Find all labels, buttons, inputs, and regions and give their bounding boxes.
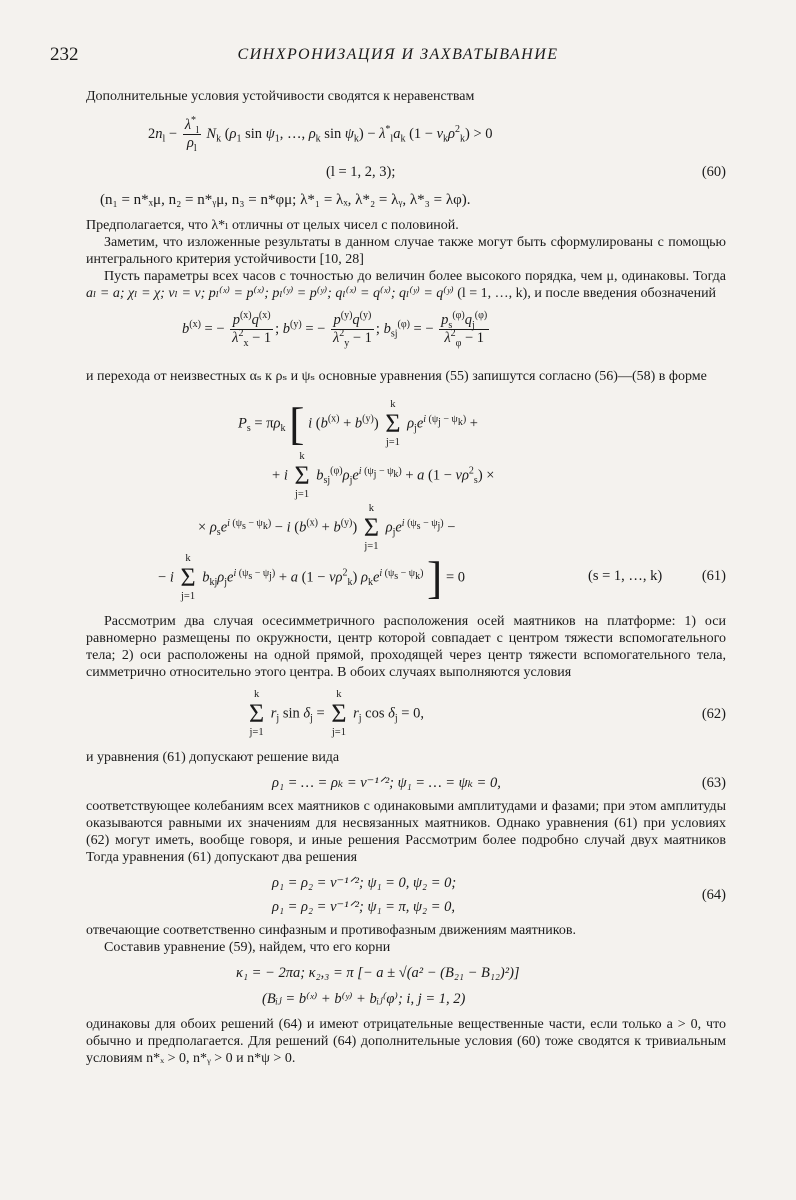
- equation-64-line-1: ρ₁ = ρ₂ = ν⁻¹ᐟ²; ψ₁ = 0, ψ₂ = 0;: [272, 875, 457, 891]
- equation-60-definitions: (n₁ = n*ₓμ, n₂ = n*ᵧμ, n₃ = n*φμ; λ*₁ = λₓ, λ*₂ = λᵧ, λ*₃ = λφ).: [100, 192, 471, 208]
- paragraph-equal-amplitudes: соответствующее колебаниям всех маятников с одинаковыми амплитудами и фазами; при этом амплитуды оказываются равными их значениям для несвязанных маятников. Однако уравнения (61) при условиях (62) могут иметь, вообще говоря, и иные решения Рассмотрим более подробно случай двух маятников Тогда уравнения (61) допускают два решения: [86, 799, 726, 865]
- equation-62-body: k Σ j=1 $r_j$ $\sin \delta_j$ = k Σ j=1 $r_j$ $\cos \delta_j = 0$,: [249, 689, 424, 738]
- equation-64-line-2: ρ₁ = ρ₂ = ν⁻¹ᐟ²; ψ₁ = π, ψ₂ = 0,: [272, 899, 455, 915]
- equation-64-number: (64): [701, 887, 726, 903]
- paragraph-lambda-assumption: Предполагается, что λ*ₗ отличны от целых чисел с половиной.: [86, 218, 459, 233]
- equation-62: [86, 687, 726, 743]
- equation-61-number: (61): [701, 568, 726, 584]
- paragraph-roots: Составив уравнение (59), найдем, что его корни: [104, 940, 391, 955]
- equation-60-number: (60): [701, 164, 726, 180]
- equation-63-number: (63): [701, 775, 726, 791]
- equation-61-range: (s = 1, …, k): [588, 568, 663, 584]
- equation-64: [86, 870, 726, 922]
- equation-60-inequality: $2n_l$ − $\frac{\lambda^*_l}{\rho_l}$ $N_k$ ($\rho_1$ $\sin \psi_1$, …, $\rho_k$ $\sin \psi_k) - \lambda^*_la_k$ $(1 - \nu_k\rho^2_k) > 0$: [148, 115, 493, 154]
- equation-61-line-4: − i k Σ j=1 $b_{kj}\rho_je^{i (\psi_s - \psi_j)} + a$ $(1 - \nu\rho^2_k)$ $\rho_ke^{i (\psi_s - \psi_k)}$ ] = 0: [158, 552, 466, 603]
- paragraph-identical-clocks: [86, 268, 726, 302]
- paragraph-pendulum-axes: Рассмотрим два случая осесимметричного расположения осей маятников на платформе: 1) оси равномерно размещены по окружности, центр которой совпадает с центром тяжести вспомогательного тела; 2) оси расположены на одной прямой, проходящей через центр тяжести вспомогательного тела, симметрично относительно этого центра. В обоих случаях выполняются условия: [86, 614, 726, 680]
- paragraph-identical-clocks-text: Пусть параметры всех часов с точностью до величин более высокого порядка, чем μ, одинаковы. Тогда: [104, 269, 726, 284]
- paragraph-identical-clocks-params: aₗ = a; χₗ = χ; νₗ = ν; pₗ⁽ˣ⁾ = p⁽ˣ⁾; pₗ⁽ʸ⁾ = p⁽ʸ⁾; qₗ⁽ˣ⁾ = q⁽ˣ⁾; qₗ⁽ʸ⁾ = q⁽ʸ⁾: [86, 286, 454, 301]
- paragraph-conclusion: одинаковы для обоих решений (64) и имеют отрицательные вещественные части, если только a > 0, что обычно и предполагается. Для решений (64) дополнительные условия (60) тоже сводятся к тривиальным условиям n*ₓ > 0, n*ᵧ > 0 и n*ψ > 0.: [86, 1017, 726, 1066]
- page-body: [86, 88, 726, 1067]
- paragraph-identical-clocks-notation: (l = 1, …, k), и после введения обозначений: [457, 286, 717, 301]
- equation-61-line-3: × $\rho_se^{i (\psi_s - \psi_k)} - i$ $(b^{(x)} + b^{(y)})$ k Σ j=1 $\rho_je^{i (\psi_s - \psi_j)}$ −: [198, 503, 456, 552]
- page-header: [50, 44, 746, 70]
- equation-61-line-1: $P_s = \pi\rho_k$ [ i $(b^{(x)} + b^{(y)})$ k Σ j=1 $\rho_je^{i (\psi_j - \psi_k)}$ +: [238, 398, 478, 449]
- equation-63-body: ρ₁ = … = ρₖ = ν⁻¹ᐟ²; ψ₁ = … = ψₖ = 0,: [272, 775, 501, 791]
- equation-roots-b-definition: (Bᵢⱼ = b⁽ˣ⁾ + b⁽ʸ⁾ + bᵢⱼ⁽φ⁾; i, j = 1, 2): [262, 991, 466, 1007]
- equation-roots-kappa: κ₁ = − 2πa; κ₂,₃ = π [− a ± √(a² − (B₂₁ − B₁₂)²)]: [236, 965, 520, 981]
- running-title: СИНХРОНИЗАЦИЯ И ЗАХВАТЫВАНИЕ: [237, 46, 559, 63]
- equation-63: [86, 770, 726, 798]
- equation-roots: [86, 960, 726, 1016]
- paragraph-in-out-phase: отвечающие соответственно синфазным и противофазным движениям маятников.: [86, 923, 576, 938]
- equation-61-line-2: + i k Σ j=1 $b_{sj}^{(\varphi)}\rho_je^{i (\psi_j - \psi_k)} + a$ $(1 - \nu\rho^2_s)$ ×: [272, 451, 495, 500]
- paragraph-solution-form: и уравнения (61) допускают решение вида: [86, 750, 340, 765]
- equation-61: [86, 391, 726, 603]
- equation-60-condition: (l = 1, 2, 3);: [326, 164, 396, 180]
- equation-notation: [86, 306, 726, 368]
- equation-notation-body: $b^{(x)}$ = − $\frac{p^{(x)}q^{(x)}}{\lambda^2_x - 1}$ ; $b^{(y)}$ = − $\frac{p^{(y)}q^{(y)}}{\lambda^2_y - 1}$ ; $b_{sj}^{(\varphi)}$ = − $\frac{p_s^{(\varphi)}q_j^{(\varphi)}}{\lambda^2_\varphi - 1}$: [182, 310, 488, 349]
- equation-60: [86, 109, 726, 217]
- paragraph-transition: и перехода от неизвестных αₛ к ρₛ и ψₛ основные уравнения (55) запишутся согласно (56)—(58) в форме: [86, 369, 707, 384]
- page-number: 232: [50, 44, 79, 65]
- paragraph-stability-conditions: Дополнительные условия устойчивости сводятся к неравенствам: [86, 89, 475, 104]
- equation-62-number: (62): [701, 706, 726, 722]
- paragraph-integral-criterion: Заметим, что изложенные результаты в данном случае также могут быть сформулированы с помощью интегрального критерия устойчивости [10, 28]: [86, 235, 726, 267]
